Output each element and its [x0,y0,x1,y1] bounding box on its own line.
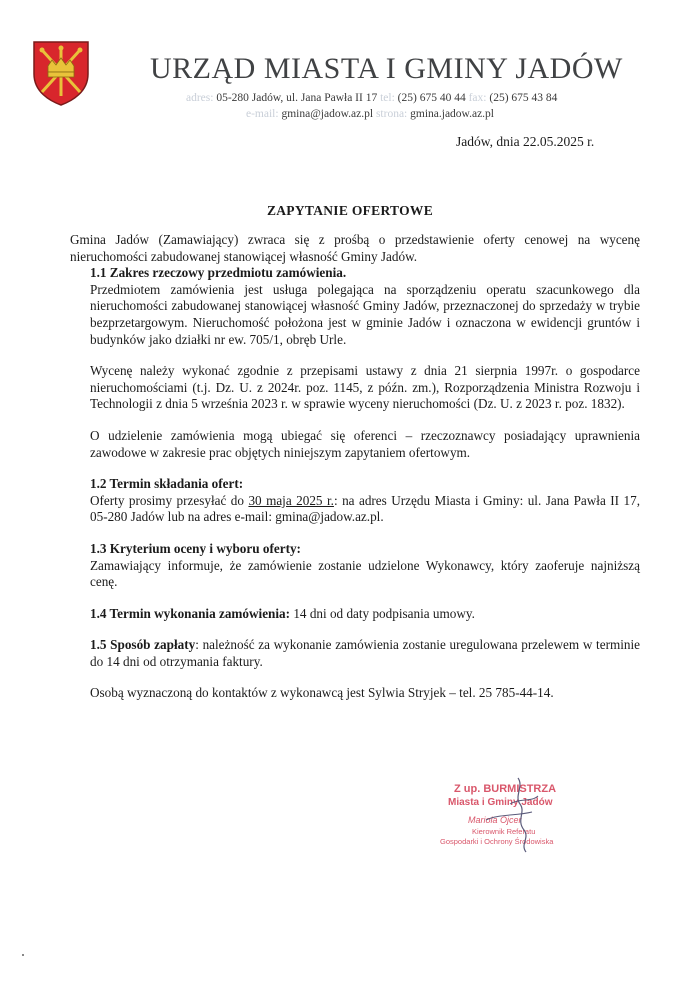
section-1-4 [70,606,640,623]
section-1-4-heading: 1.4 Termin wykonania zamówienia: [90,605,291,621]
official-stamp-signature [420,774,590,864]
section-1-1-paragraph-2: Wycenę należy wykonać zgodnie z przepisami ustawy z dnia 21 sierpnia 1997r. o gospodarce nieruchomościami (t.j. Dz. U. z 2024r. poz. 1145, z późn. zm.), Rozporządzenia Ministra Rozwoju i Technologii z dnia 5 września 2023 r. w sprawie wyceny nieruchomości (Dz. U. z 2023 r. poz. 1832). [90,363,640,412]
date-line: Jadów, dnia 22.05.2025 r. [456,134,595,149]
fax-value: (25) 675 43 84 [489,92,558,104]
section-1-5-text: : należność za wykonanie zamówienia zostanie uregulowana przelewem w terminie do 14 dni od otrzymania faktury. [90,637,640,669]
section-1-5 [70,637,640,670]
section-1-5-line [90,637,640,670]
svg-text:Mariola Ojcer: Mariola Ojcer [468,815,522,825]
contact-line-email [246,107,494,121]
office-name: URZĄD MIASTA I GMINY JADÓW [150,52,623,85]
section-1-4-line [90,606,640,623]
section-1-3 [70,541,640,591]
section-1-3-heading: 1.3 Kryterium oceny i wyboru oferty: [90,540,301,556]
website-link[interactable]: gmina.jadow.az.pl [410,108,495,120]
section-1-2-text [90,493,640,526]
section-1-1-paragraph-3: O udzielenie zamówienia mogą ubiegać się oferenci – rzeczoznawcy posiadający uprawnienia zawodowe w zakresie prac objętych niniejszym zapytaniem ofertowym. [90,427,640,460]
website-label: strona: [375,108,408,120]
contact-line-address [186,91,557,105]
svg-text:Miasta i Gminy Jadów: Miasta i Gminy Jadów [448,797,553,808]
deadline-suffix: : na adres Urzędu Miasta i Gminy: ul. Jana Pawła II 17, 05-280 Jadów lub na adres e-mail: gmina@jadow.az.pl. [90,492,640,525]
deadline-prefix: Oferty prosimy przesyłać do [90,492,249,508]
svg-text:Gospodarki i Ochrony Środowisk: Gospodarki i Ochrony Środowiska [440,837,554,846]
tel-value: (25) 675 40 44 [397,92,466,104]
intro-paragraph: Gmina Jadów (Zamawiający) zwraca się z prośbą o przedstawienie oferty cenowej na wycenę nieruchomości zabudowanej stanowiącej własność Gminy Jadów. [70,232,640,264]
svg-text:Kierownik Referatu: Kierownik Referatu [472,827,536,836]
section-1-4-text: 14 dni od daty podpisania umowy. [290,605,475,621]
coat-of-arms-icon [32,40,90,106]
section-1-3-text: Zamawiający informuje, że zamówienie zostanie udzielone Wykonawcy, który zaoferuje najniższą cenę. [90,557,640,590]
address-value: 05-280 Jadów, ul. Jana Pawła II 17 [216,92,378,104]
svg-text:Z up. BURMISTRZA: Z up. BURMISTRZA [454,783,557,795]
email-label: e-mail: [246,108,279,120]
section-1-5-heading: 1.5 Sposób zapłaty [90,637,196,653]
section-1-1-paragraph-1: Przedmiotem zamówienia jest usługa polegająca na sporządzeniu operatu szacunkowego dla nieruchomości zabudowanej stanowiącej własność Gminy Jadów, przeznaczonej do sprzedaży w trybie bezprzetargowym. Nieruchomość położona jest w gminie Jadów i oznaczona w ewidencji gruntów i budynków jako działki nr ew. 705/1, obręb Urle. [90,281,640,347]
deadline-date: 30 maja 2025 r. [248,492,334,508]
document-title: ZAPYTANIE OFERTOWE [266,203,434,218]
tel-label: tel: [380,92,395,104]
fax-label: fax: [468,92,487,104]
address-label: adres: [186,92,214,104]
scan-mark [22,954,24,956]
section-1-1-heading: 1.1 Zakres rzeczowy przedmiotu zamówienia. [90,265,347,281]
section-1-2 [70,476,640,526]
contact-person-text: Osobą wyznaczoną do kontaktów z wykonawcą jest Sylwia Stryjek – tel. 25 785-44-14. [90,685,554,701]
email-link[interactable]: gmina@jadow.az.pl [281,108,374,120]
section-1-1 [70,265,640,461]
section-1-2-heading: 1.2 Termin składania ofert: [90,476,244,492]
contact-person [70,685,640,702]
document-body [70,232,640,702]
